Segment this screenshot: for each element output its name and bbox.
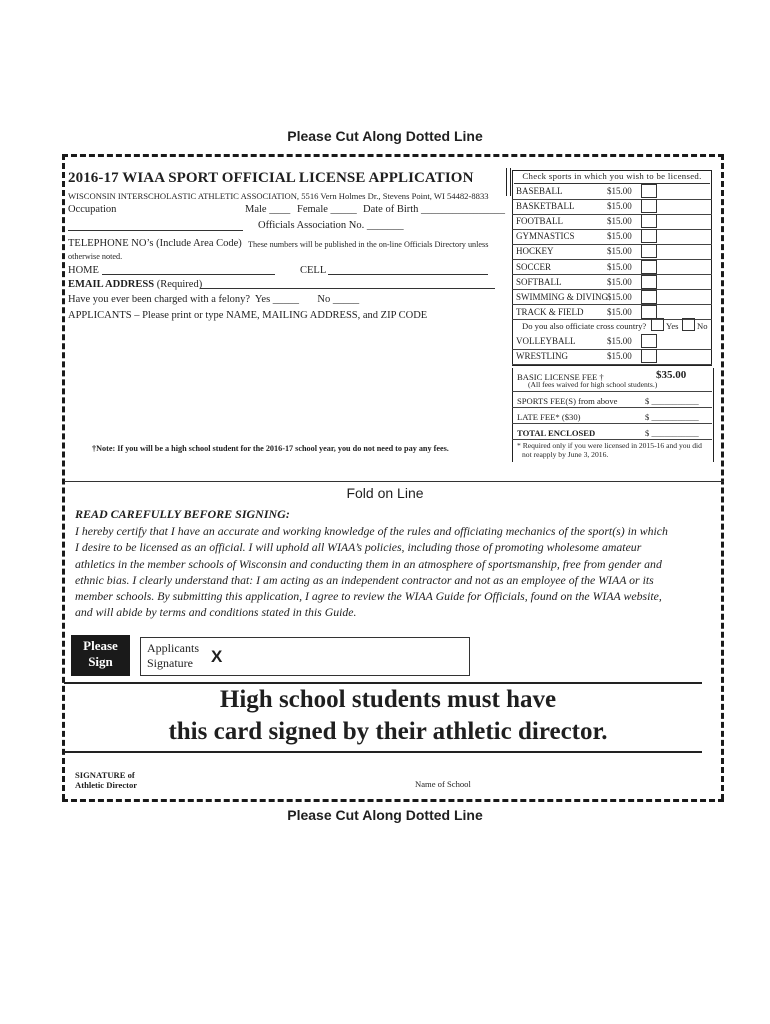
officials-association-field[interactable]: Officials Association No. _______: [258, 220, 404, 231]
athletic-director-signature-label: [75, 770, 137, 790]
total-enclosed-label: TOTAL ENCLOSED: [517, 428, 596, 438]
please-sign-text-sign: Sign: [88, 654, 113, 669]
certification-line: ethnic bias. I clearly understand that: I am acting as an independent contractor and not as an employee of the WIAA or its: [75, 572, 654, 587]
cell-phone-input[interactable]: [328, 274, 488, 275]
sport-row[interactable]: [514, 229, 710, 244]
cut-line-label-bottom: Please Cut Along Dotted Line: [287, 807, 483, 823]
ad-label-line1: SIGNATURE of: [75, 770, 135, 780]
total-enclosed-input[interactable]: $ ___________: [645, 428, 699, 438]
basic-license-fee-label: BASIC LICENSE FEE †: [517, 372, 604, 382]
applicant-signature-label-line2: Signature: [147, 656, 193, 670]
basic-fee-waiver-note: (All fees waived for high school students.): [528, 380, 658, 389]
home-label: HOME: [68, 265, 99, 276]
athletic-director-signature-input[interactable]: [140, 788, 410, 789]
high-school-note: †Note: If you will be a high school student for the 2016-17 school year, you do not need to pay any fees.: [92, 444, 449, 453]
sport-name: GYMNASTICS: [516, 231, 575, 242]
sport-price: $15.00: [607, 231, 632, 242]
sport-checkbox[interactable]: [641, 184, 657, 198]
cross-country-no-checkbox[interactable]: [682, 318, 695, 331]
association-address: WISCONSIN INTERSCHOLASTIC ATHLETIC ASSOCIATION, 5516 Vern Holmes Dr., Stevens Point, WI 54482-8833: [68, 191, 489, 201]
home-phone-input[interactable]: [102, 274, 275, 275]
sports-fee-input[interactable]: $ ___________: [645, 396, 699, 406]
sport-row[interactable]: [514, 260, 710, 275]
applicant-signature-label: [147, 641, 199, 671]
fold-line: [64, 481, 724, 482]
email-label: [68, 279, 202, 290]
telephone-note-cont: otherwise noted.: [68, 252, 123, 261]
sport-price: $15.00: [607, 261, 632, 272]
sport-price: $15.00: [607, 336, 632, 346]
sport-checkbox[interactable]: [641, 229, 657, 243]
signature-x-mark: X: [211, 647, 223, 666]
sport-row[interactable]: [514, 214, 710, 229]
dashed-border-bottom: [62, 799, 724, 802]
certification-line: I hereby certify that I have an accurate and working knowledge of the rules and officiating mechanics of the sport(s) in which: [75, 524, 668, 538]
cut-line-label-top: Please Cut Along Dotted Line: [287, 128, 483, 144]
sports-fee-label: SPORTS FEE(S) from above: [517, 396, 618, 406]
late-fee-note: * Required only if you were licensed in 2015-16 and you did: [517, 441, 702, 450]
sport-row[interactable]: [514, 275, 710, 290]
dashed-border-right: [721, 154, 724, 800]
applicant-signature-label-line1: Applicants: [147, 641, 199, 655]
felony-question[interactable]: Have you ever been charged with a felony? Yes _____ No _____: [68, 294, 360, 305]
cross-country-yes-label: Yes: [666, 321, 679, 331]
sport-price: $15.00: [607, 186, 632, 196]
occupation-input-line[interactable]: [68, 230, 243, 231]
email-label-bold: EMAIL ADDRESS: [68, 279, 155, 290]
sport-price: $15.00: [607, 351, 632, 362]
certification-line: and will abide by terms and conditions stated in this Guide.: [75, 605, 357, 620]
sport-checkbox[interactable]: [641, 290, 657, 304]
female-field[interactable]: Female _____: [297, 204, 357, 215]
occupation-label: Occupation: [68, 204, 117, 215]
late-fee-label: LATE FEE* ($30): [517, 412, 581, 422]
email-label-rest: (Required): [154, 279, 203, 290]
sport-checkbox[interactable]: [641, 244, 657, 258]
certification-line: athletics in the member schools of Wisconsin and conducting them in an atmosphere of sportsmanship, free from gender and: [75, 556, 662, 571]
cross-country-question: Do you also officiate cross country?: [522, 321, 647, 331]
sport-name: BASEBALL: [516, 186, 563, 196]
basic-license-fee-value: $35.00: [656, 369, 687, 381]
sport-price: $15.00: [607, 291, 632, 302]
sport-row-divider: [512, 364, 712, 365]
late-fee-note-cont: not reapply by June 3, 2016.: [522, 450, 609, 459]
please-sign-text-please: Please: [83, 638, 118, 653]
sport-name: WRESTLING: [516, 351, 568, 362]
cell-label: CELL: [300, 265, 327, 276]
sport-checkbox[interactable]: [641, 214, 657, 228]
sport-checkbox[interactable]: [641, 305, 657, 319]
ad-label-line2: Athletic Director: [75, 780, 138, 790]
fees-divider-2: [512, 407, 712, 408]
cross-country-yes-checkbox[interactable]: [651, 318, 664, 331]
sport-price: $15.00: [607, 246, 632, 257]
cross-country-no-label: No: [697, 321, 708, 331]
sport-row[interactable]: [514, 244, 710, 259]
fold-line-label: Fold on Line: [346, 485, 424, 501]
school-name-label: Name of School: [415, 779, 471, 789]
sport-name: FOOTBALL: [516, 216, 563, 227]
school-name-input[interactable]: [480, 788, 710, 789]
applicants-note: APPLICANTS – Please print or type NAME, MAILING ADDRESS, and ZIP CODE: [68, 310, 428, 321]
telephone-label: TELEPHONE NO’s (Include Area Code): [68, 238, 242, 249]
form-title: 2016-17 WIAA SPORT OFFICIAL LICENSE APPLICATION: [68, 170, 474, 186]
fees-divider-3: [512, 423, 712, 424]
sport-checkbox[interactable]: [641, 275, 657, 289]
sport-checkbox[interactable]: [641, 199, 657, 213]
sport-row[interactable]: [514, 199, 710, 214]
certification-line: member schools. By submitting this application, I agree to review the WIAA Guide for Officials, found on the WIAA website,: [75, 589, 662, 604]
male-field[interactable]: Male ____: [245, 204, 291, 215]
sport-name: HOCKEY: [516, 246, 554, 257]
fees-divider-4: [512, 439, 712, 440]
sport-checkbox[interactable]: [641, 260, 657, 274]
sport-row[interactable]: [514, 334, 710, 349]
sport-name: TRACK & FIELD: [516, 306, 584, 317]
banner-line-1: High school students must have: [219, 686, 557, 713]
certification-text: [75, 523, 715, 621]
sport-name: SOCCER: [516, 261, 552, 272]
banner-line-2: this card signed by their athletic director.: [168, 718, 608, 745]
date-of-birth-field[interactable]: Date of Birth ________________: [363, 204, 506, 215]
certification-heading: READ CAREFULLY BEFORE SIGNING:: [75, 507, 290, 521]
sport-price: $15.00: [607, 216, 632, 227]
sport-row[interactable]: [514, 290, 710, 305]
sport-name: SOFTBALL: [516, 276, 562, 287]
sport-checkbox[interactable]: [641, 349, 657, 363]
title-divider: [506, 168, 511, 196]
sport-row[interactable]: [514, 349, 710, 364]
sport-price: $15.00: [607, 276, 632, 287]
fees-divider-1: [512, 391, 712, 392]
sports-panel-header: Check sports in which you wish to be licensed.: [514, 171, 710, 184]
telephone-note: These numbers will be published in the on-line Officials Directory unless: [248, 240, 489, 249]
email-input[interactable]: [200, 288, 495, 289]
sport-name: SWIMMING & DIVING: [516, 291, 608, 302]
sport-price: $15.00: [607, 306, 632, 317]
sport-checkbox[interactable]: [641, 334, 657, 348]
sport-row[interactable]: [514, 305, 710, 320]
sport-name: VOLLEYBALL: [516, 336, 576, 346]
sport-row[interactable]: [514, 184, 710, 199]
sport-price: $15.00: [607, 201, 632, 212]
sport-name: BASKETBALL: [516, 201, 575, 212]
please-sign-badge: [71, 635, 130, 676]
high-school-banner: [64, 684, 712, 748]
late-fee-input[interactable]: $ ___________: [645, 412, 699, 422]
banner-rule-bottom: [64, 751, 702, 753]
certification-line: I desire to be licensed as an official. I will uphold all WIAA’s policies, including those of promoting wholesome amateur: [75, 540, 642, 555]
dashed-border-top: [62, 154, 724, 157]
